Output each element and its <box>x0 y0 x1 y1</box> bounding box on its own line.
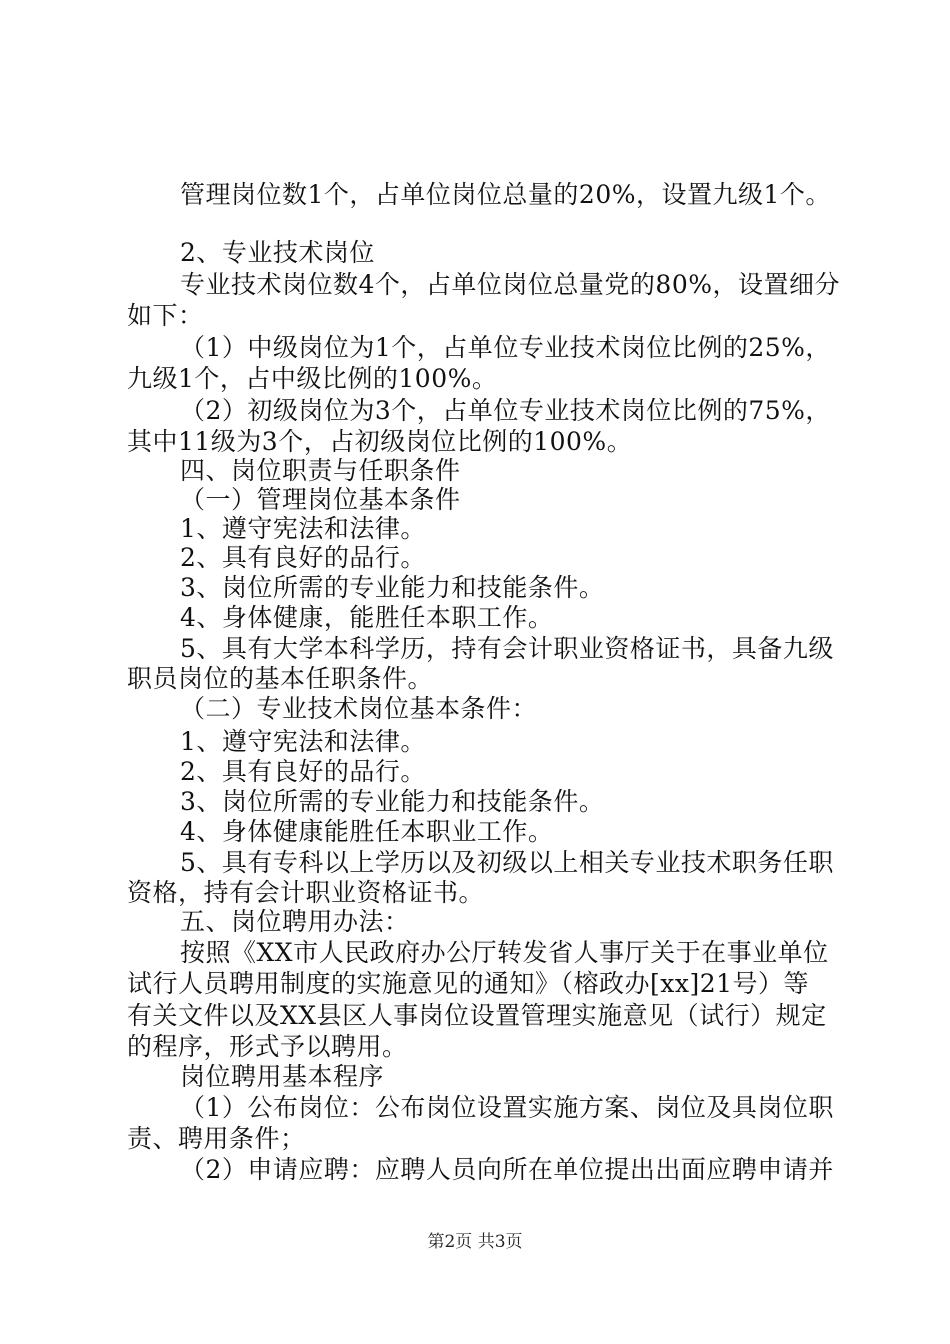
text-line: （2）申请应聘：应聘人员向所在单位提出出面应聘申请并 <box>180 1155 834 1184</box>
subsection-heading: （一）管理岗位基本条件 <box>180 485 461 514</box>
text-line: 的程序，形式予以聘用。 <box>127 1032 408 1061</box>
subsection-heading: 岗位聘用基本程序 <box>180 1062 385 1091</box>
text-line: 九级1个，占中级比例的100%。 <box>127 364 498 393</box>
text-line: 专业技术岗位数4个，占单位岗位总量党的80%，设置细分 <box>180 270 840 299</box>
text-line: （1）公布岗位：公布岗位设置实施方案、岗位及具岗位职 <box>180 1093 834 1122</box>
text-line: （1）中级岗位为1个，占单位专业技术岗位比例的25%， <box>180 333 831 362</box>
list-item: 5、具有专科以上学历以及初级以上相关专业技术职务任职 <box>180 848 834 877</box>
list-item-continuation: 资格，持有会计职业资格证书。 <box>127 878 485 907</box>
list-item: 4、身体健康，能胜任本职工作。 <box>180 603 554 632</box>
text-line: 其中11级为3个，占初级岗位比例的100%。 <box>127 427 633 456</box>
section-heading: 四、岗位职责与任职条件 <box>180 456 461 485</box>
text-line: 责、聘用条件； <box>127 1124 306 1153</box>
text-line: 2、专业技术岗位 <box>180 238 375 267</box>
page-footer: 第2页 共3页 <box>427 1232 523 1252</box>
list-item: 2、具有良好的品行。 <box>180 757 426 786</box>
list-item: 4、身体健康能胜任本职业工作。 <box>180 817 554 846</box>
text-line: （2）初级岗位为3个，占单位专业技术岗位比例的75%， <box>180 396 831 425</box>
list-item: 2、具有良好的品行。 <box>180 543 426 572</box>
list-item: 3、岗位所需的专业能力和技能条件。 <box>180 573 605 602</box>
text-line: 管理岗位数1个，占单位岗位总量的20%，设置九级1个。 <box>180 180 831 209</box>
text-line: 如下： <box>127 301 204 330</box>
text-line: 试行人员聘用制度的实施意见的通知》（榕政办[xx]21号）等 <box>127 969 810 998</box>
list-item: 3、岗位所需的专业能力和技能条件。 <box>180 787 605 816</box>
list-item: 5、具有大学本科学历，持有会计职业资格证书，具备九级 <box>180 634 834 663</box>
list-item: 1、遵守宪法和法律。 <box>180 514 426 543</box>
text-line: 有关文件以及XX县区人事岗位设置管理实施意见（试行）规定 <box>127 1001 827 1030</box>
list-item: 1、遵守宪法和法律。 <box>180 727 426 756</box>
text-line: 按照《XX市人民政府办公厅转发省人事厅关于在事业单位 <box>180 938 829 967</box>
list-item-continuation: 职员岗位的基本任职条件。 <box>127 664 434 693</box>
subsection-heading: （二）专业技术岗位基本条件： <box>180 694 538 723</box>
section-heading: 五、岗位聘用办法： <box>180 907 410 936</box>
